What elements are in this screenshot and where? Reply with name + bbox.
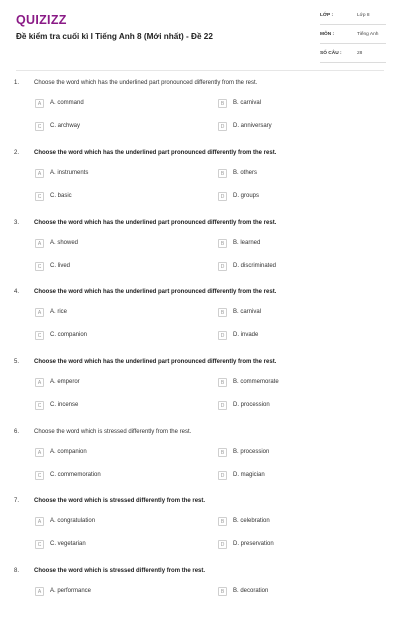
worksheet-meta [320, 10, 386, 67]
question-number: 3. [14, 220, 20, 226]
question-6 [0, 429, 400, 497]
question-text: Choose the word which is stressed differently from the rest. [34, 568, 206, 574]
question-number: 1. [14, 80, 20, 86]
worksheet-header [0, 0, 400, 72]
question-text: Choose the word which is stressed differently from the rest. [34, 429, 192, 435]
option-letter-box: D [218, 262, 227, 271]
worksheet-title: Đề kiểm tra cuối kì I Tiếng Anh 8 (Mới nhất) - Đề 22 [16, 32, 213, 41]
question-number: 4. [14, 289, 20, 295]
question-2 [0, 150, 400, 218]
option-text: C. lived [50, 263, 71, 269]
option-text: B. carnival [233, 309, 262, 315]
option-text: B. others [233, 170, 258, 176]
option-text: D. magician [233, 472, 265, 478]
option-text: A. showed [50, 240, 79, 246]
option-text: B. decoration [233, 588, 269, 594]
option-letter-box: D [218, 540, 227, 549]
question-8 [0, 568, 400, 636]
option-letter-box: D [218, 192, 227, 201]
question-number: 6. [14, 429, 20, 435]
option-text: D. procession [233, 402, 270, 408]
option-letter-box: A [35, 99, 44, 108]
quizizz-logo: QUIZIZZ [16, 13, 67, 27]
option-letter-box: C [35, 401, 44, 410]
option-letter-box: D [218, 331, 227, 340]
meta-value: Tiếng Anh [357, 32, 379, 37]
option-text: A. companion [50, 449, 87, 455]
meta-value: Lớp 8 [357, 13, 370, 18]
meta-label: MÔN : [320, 32, 335, 37]
option-letter-box: A [35, 587, 44, 596]
question-text: Choose the word which has the underlined part pronounced differently from the rest. [34, 80, 258, 86]
option-text: B. procession [233, 449, 270, 455]
question-text: Choose the word which has the underlined part pronounced differently from the rest. [34, 150, 277, 156]
option-text: C. basic [50, 193, 72, 199]
option-text: C. companion [50, 332, 88, 338]
option-text: B. carnival [233, 100, 262, 106]
option-text: A. command [50, 100, 84, 106]
option-text: B. celebration [233, 518, 270, 524]
meta-row-grade [320, 10, 386, 25]
question-number: 8. [14, 568, 20, 574]
option-letter-box: C [35, 192, 44, 201]
meta-row-subject [320, 29, 386, 44]
option-letter-box: C [35, 540, 44, 549]
option-text: A. performance [50, 588, 92, 594]
option-text: A. instruments [50, 170, 89, 176]
option-letter-box: B [218, 169, 227, 178]
question-text: Choose the word which has the underlined part pronounced differently from the rest. [34, 289, 277, 295]
option-text: D. preservation [233, 541, 274, 547]
option-text: B. commemorate [233, 379, 279, 385]
option-letter-box: B [218, 378, 227, 387]
option-letter-box: C [35, 122, 44, 131]
question-7 [0, 498, 400, 566]
option-letter-box: B [218, 99, 227, 108]
option-letter-box: C [35, 262, 44, 271]
option-letter-box: A [35, 308, 44, 317]
option-text: C. commemoration [50, 472, 101, 478]
question-number: 2. [14, 150, 20, 156]
question-text: Choose the word which is stressed differently from the rest. [34, 498, 206, 504]
option-letter-box: B [218, 517, 227, 526]
option-letter-box: A [35, 448, 44, 457]
option-letter-box: A [35, 517, 44, 526]
option-text: A. rice [50, 309, 68, 315]
option-letter-box: D [218, 401, 227, 410]
option-letter-box: A [35, 378, 44, 387]
option-text: D. invade [233, 332, 259, 338]
option-letter-box: B [218, 308, 227, 317]
question-1 [0, 80, 400, 148]
meta-label: LỚP : [320, 13, 334, 18]
question-number: 5. [14, 359, 20, 365]
option-letter-box: D [218, 471, 227, 480]
question-3 [0, 220, 400, 288]
option-text: C. vegetarian [50, 541, 86, 547]
option-text: C. incense [50, 402, 79, 408]
question-number: 7. [14, 498, 20, 504]
option-text: D. anniversary [233, 123, 272, 129]
option-letter-box: A [35, 169, 44, 178]
option-letter-box: C [35, 331, 44, 340]
meta-value: 28 [357, 51, 363, 56]
meta-label: SỐ CÂU : [320, 51, 342, 56]
option-letter-box: D [218, 122, 227, 131]
header-divider [16, 70, 384, 71]
option-text: D. discriminated [233, 263, 277, 269]
question-text: Choose the word which has the underlined part pronounced differently from the rest. [34, 220, 277, 226]
option-letter-box: B [218, 239, 227, 248]
meta-row-question-count [320, 48, 386, 63]
option-letter-box: A [35, 239, 44, 248]
question-4 [0, 289, 400, 357]
option-text: A. congratulation [50, 518, 96, 524]
option-text: C. archway [50, 123, 81, 129]
option-text: D. groups [233, 193, 260, 199]
option-letter-box: B [218, 587, 227, 596]
question-text: Choose the word which has the underlined part pronounced differently from the rest. [34, 359, 277, 365]
question-5 [0, 359, 400, 427]
option-text: B. learned [233, 240, 261, 246]
option-letter-box: B [218, 448, 227, 457]
option-text: A. emperor [50, 379, 80, 385]
option-letter-box: C [35, 471, 44, 480]
